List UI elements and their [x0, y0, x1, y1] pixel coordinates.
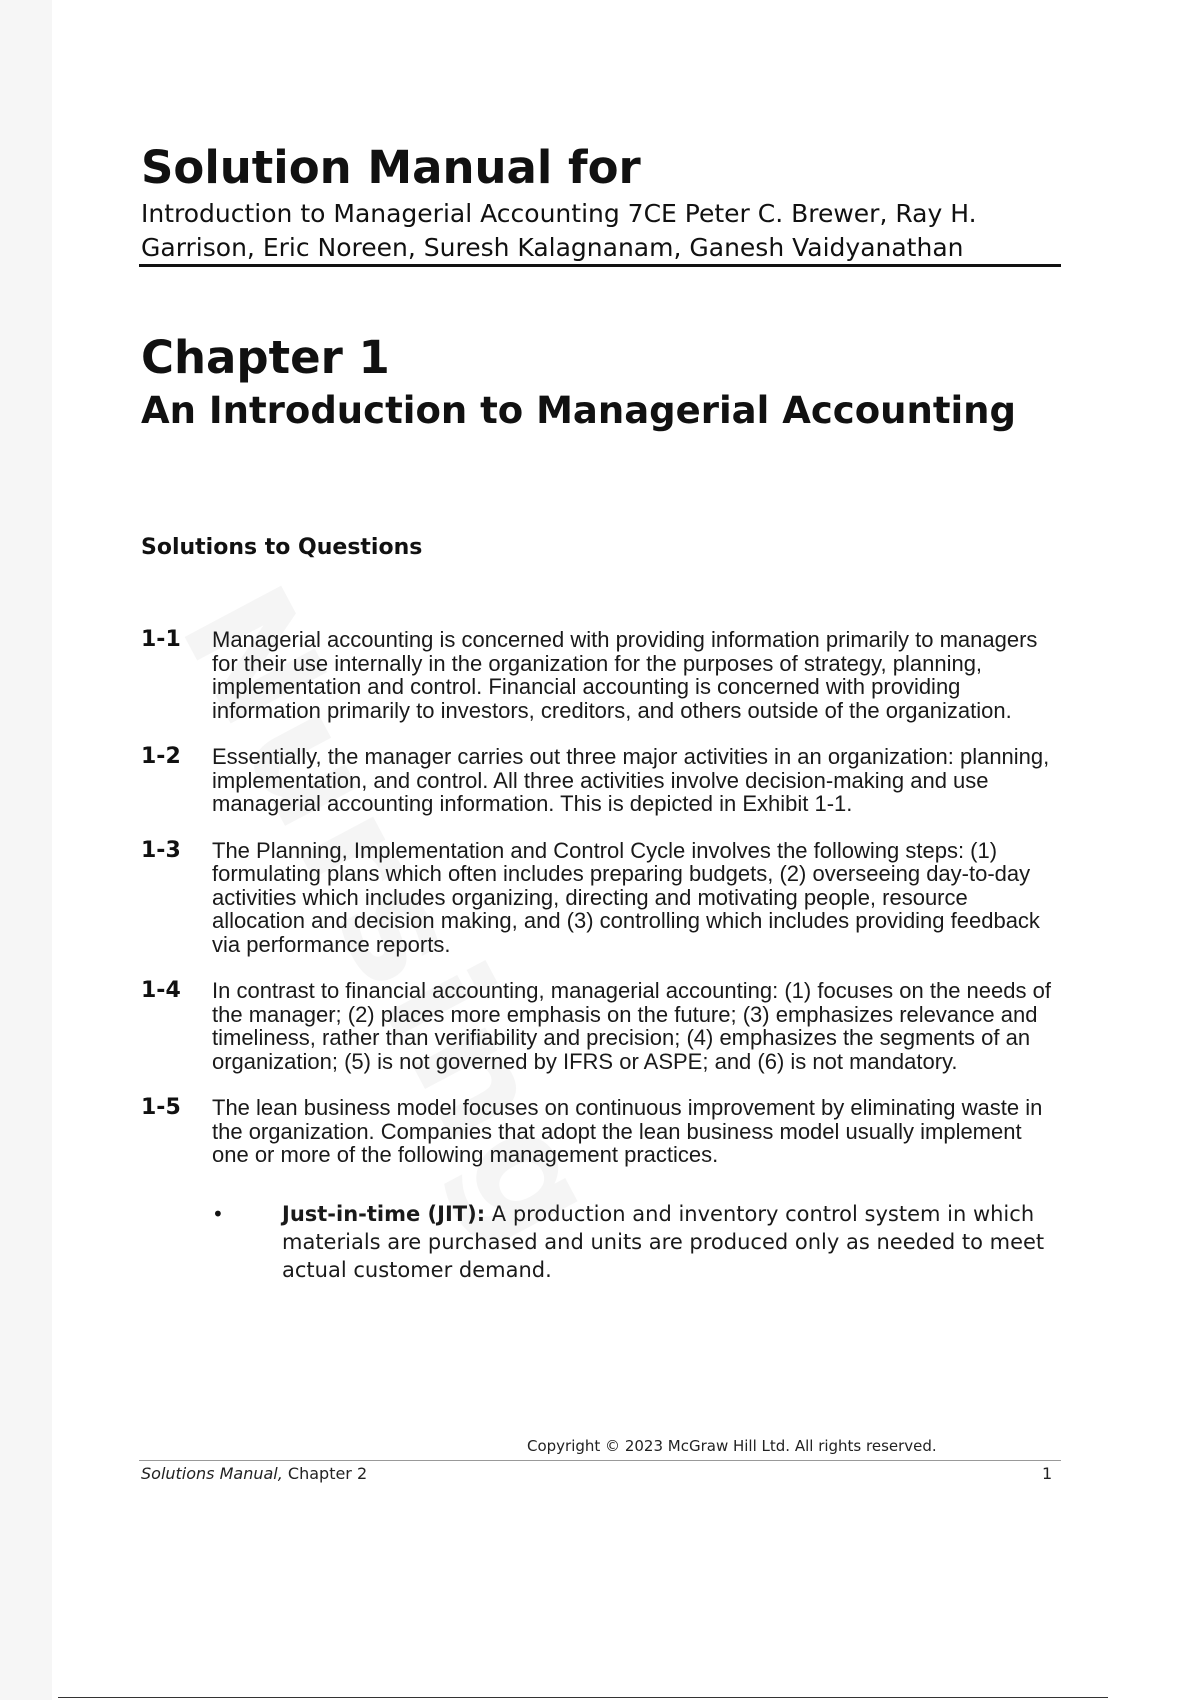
- bullet-text: [282, 1200, 1061, 1284]
- question-item: [141, 628, 1061, 722]
- question-number: 1-1: [141, 627, 181, 652]
- page-edge-shade: [0, 0, 52, 1700]
- section-heading: Solutions to Questions: [141, 535, 423, 560]
- bullet-list-item: [141, 1200, 1061, 1284]
- bullet-term: Just-in-time (JIT):: [282, 1201, 486, 1226]
- question-list: [141, 628, 1061, 1307]
- footer-label: [141, 1464, 367, 1483]
- title-divider: [139, 264, 1061, 267]
- question-number: 1-2: [141, 744, 181, 769]
- question-answer: The Planning, Implementation and Control Cycle involves the following steps: (1) formulating plans which often includes preparing budgets, (2) overseeing day-to-day activities which includes organizing, directing and motivating people, resource allocation and decision making, and (3) controlling which includes providing feedback via performance reports.: [212, 837, 1040, 957]
- page-number: 1: [1042, 1464, 1053, 1483]
- bottom-edge-line: [58, 1697, 1108, 1698]
- copyright-notice: Copyright © 2023 McGraw Hill Ltd. All rights reserved.: [527, 1437, 937, 1455]
- bullet-definition: A production and inventory control system in which materials are purchased and units are produced only as needed to meet actual customer demand.: [282, 1201, 1045, 1282]
- question-item: [141, 1096, 1061, 1284]
- chapter-title: An Introduction to Managerial Accounting: [141, 389, 1017, 432]
- question-item: [141, 839, 1061, 957]
- footer-book-name: Solutions Manual,: [141, 1464, 283, 1483]
- document-subtitle: Introduction to Managerial Accounting 7CE Peter C. Brewer, Ray H. Garrison, Eric Noreen, Suresh Kalagnanam, Ganesh Vaidyanathan: [141, 199, 977, 262]
- question-number: 1-3: [141, 837, 181, 863]
- question-answer: Essentially, the manager carries out three major activities in an organization: planning, implementation, and control. All three activities involve decision-making and use managerial accounting information. This is depicted in Exhibit 1-1.: [212, 744, 1050, 816]
- question-number: 1-5: [141, 1095, 181, 1120]
- document-title: Solution Manual for: [141, 141, 641, 194]
- question-answer: The lean business model focuses on continuous improvement by eliminating waste in the organization. Companies that adopt the lean business model usually implement one or more of the following management practices.: [212, 1095, 1043, 1167]
- chapter-number: Chapter 1: [141, 331, 390, 384]
- footer-chapter: Chapter 2: [282, 1464, 368, 1483]
- question-answer: Managerial accounting is concerned with providing information primarily to managers for their use internally in the organization for the purposes of strategy, planning, implementation and control. Financial accounting is concerned with providing information primarily to investors, creditors, and others outside of the organization.: [212, 627, 1038, 723]
- footer-divider: [139, 1460, 1061, 1461]
- bullet-marker: •: [212, 1201, 224, 1226]
- question-number: 1-4: [141, 978, 181, 1003]
- question-answer: In contrast to financial accounting, managerial accounting: (1) focuses on the needs of the manager; (2) places more emphasis on the future; (3) emphasizes relevance and timeliness, rather than verifiability and precision; (4) emphasizes the segments of an organization; (5) is not governed by IFRS or ASPE; and (6) is not mandatory.: [212, 978, 1051, 1074]
- question-item: [141, 979, 1061, 1073]
- question-item: [141, 745, 1061, 816]
